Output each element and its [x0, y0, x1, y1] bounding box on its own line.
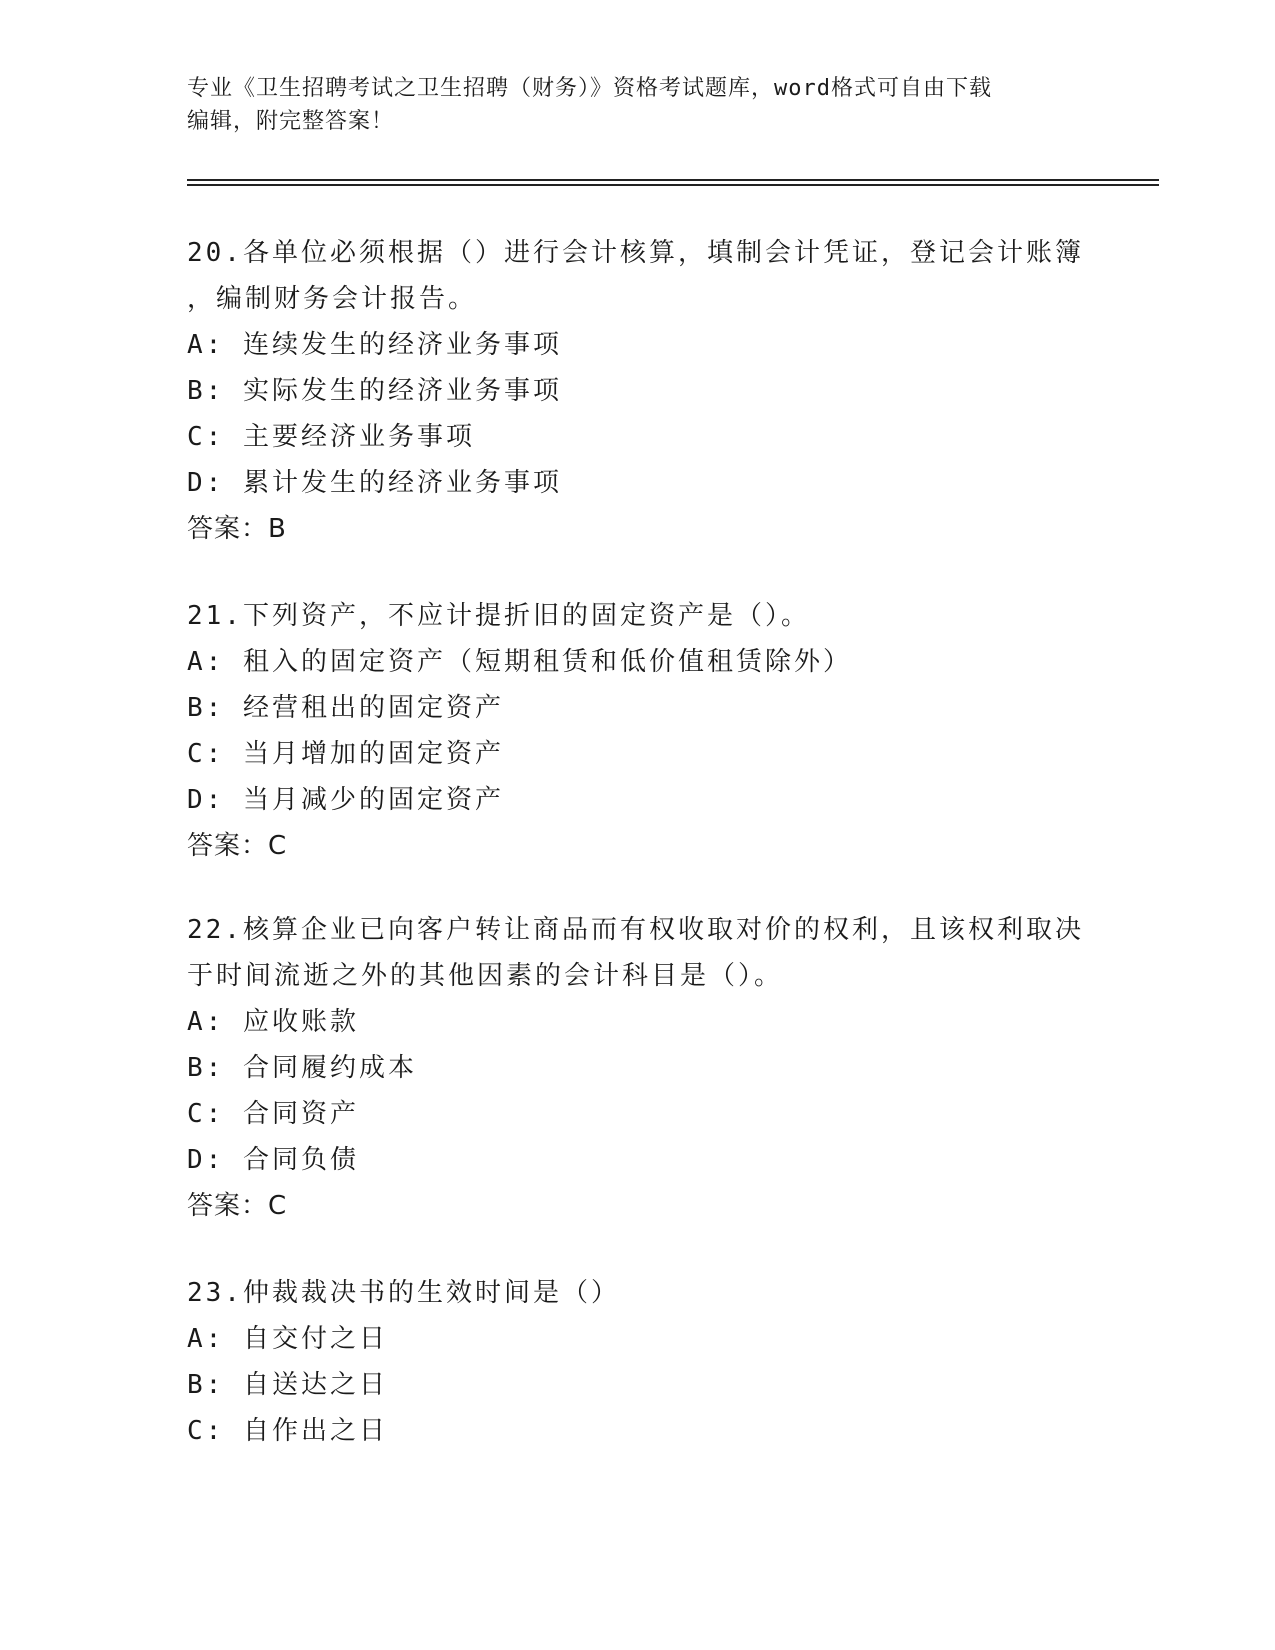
question-stem: 23.仲裁裁决书的生效时间是（） — [187, 1278, 620, 1308]
document-header — [187, 72, 1077, 138]
option-d: D: 当月减少的固定资产 — [187, 785, 504, 815]
question-stem-continued: ，编制财务会计报告。 — [187, 284, 478, 314]
option-d: D: 合同负债 — [187, 1145, 359, 1175]
option-a: A: 连续发生的经济业务事项 — [187, 330, 562, 360]
question-21 — [187, 593, 1087, 869]
header-divider-top — [187, 179, 1159, 181]
question-stem: 22.核算企业已向客户转让商品而有权收取对价的权利，且该权利取决 — [187, 915, 1084, 945]
question-23 — [187, 1270, 1087, 1454]
option-b: B: 自送达之日 — [187, 1370, 388, 1400]
question-22 — [187, 907, 1087, 1229]
option-b: B: 经营租出的固定资产 — [187, 693, 504, 723]
answer: 答案：B — [187, 514, 287, 544]
answer: 答案：C — [187, 831, 288, 861]
header-line-1: 专业《卫生招聘考试之卫生招聘（财务）》资格考试题库，word格式可自由下载 — [187, 76, 992, 101]
option-c: C: 合同资产 — [187, 1099, 359, 1129]
header-divider-bottom — [187, 184, 1159, 186]
option-b: B: 合同履约成本 — [187, 1053, 417, 1083]
question-stem: 20.各单位必须根据（）进行会计核算，填制会计凭证，登记会计账簿 — [187, 238, 1084, 268]
question-stem-continued: 于时间流逝之外的其他因素的会计科目是（）。 — [187, 961, 784, 991]
option-c: C: 自作出之日 — [187, 1416, 388, 1446]
option-c: C: 当月增加的固定资产 — [187, 739, 504, 769]
option-a: A: 租入的固定资产（短期租赁和低价值租赁除外） — [187, 647, 852, 677]
option-a: A: 应收账款 — [187, 1007, 359, 1037]
option-b: B: 实际发生的经济业务事项 — [187, 376, 562, 406]
option-c: C: 主要经济业务事项 — [187, 422, 475, 452]
option-a: A: 自交付之日 — [187, 1324, 388, 1354]
answer: 答案：C — [187, 1191, 288, 1221]
option-d: D: 累计发生的经济业务事项 — [187, 468, 562, 498]
question-stem: 21.下列资产，不应计提折旧的固定资产是（）。 — [187, 601, 810, 631]
header-line-2: 编辑，附完整答案！ — [187, 109, 395, 134]
question-20 — [187, 230, 1087, 552]
